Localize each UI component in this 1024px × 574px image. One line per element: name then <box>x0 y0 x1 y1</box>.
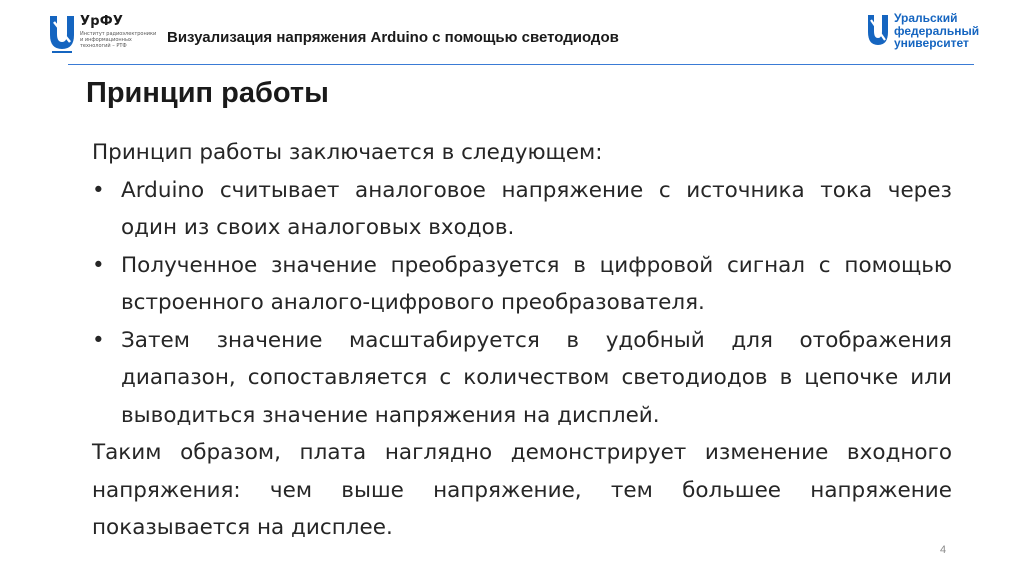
bullet-item-3 <box>92 322 952 435</box>
slide-header <box>0 0 1024 66</box>
bullet-glyph: • <box>92 327 105 353</box>
header-divider <box>68 64 974 65</box>
urfu-u-icon <box>866 12 890 50</box>
urfu-logo-icon <box>48 12 76 56</box>
bullet-glyph: • <box>92 252 105 278</box>
bullet-text: Затем значение масштабируется в удобный для отображения диапазон, сопоставляется с количеством светодиодов в цепочке или выводиться значение напряжения на дисплей. <box>121 327 952 428</box>
conclusion-paragraph: Таким образом, плата наглядно демонстрирует изменение входного напряжения: чем выше напряжение, тем большее напряжение показывается на дисплее. <box>92 440 952 540</box>
intro-paragraph: Принцип работы заключается в следующем: <box>92 140 603 165</box>
slide-title: Принцип работы <box>86 77 329 109</box>
bullet-item-2 <box>92 247 952 322</box>
slide-body <box>92 134 952 547</box>
university-name-line-3: университет <box>894 36 969 50</box>
bullet-glyph: • <box>92 177 105 203</box>
institute-name: Институт радиоэлектроники и информационных технологий – РТФ <box>80 31 157 49</box>
presentation-title: Визуализация напряжения Arduino с помощью светодиодов <box>167 29 619 46</box>
bullet-item-1 <box>92 172 952 247</box>
urfu-brand-text: УрФУ <box>80 14 124 29</box>
urfu-university-logo <box>866 12 986 58</box>
bullet-text: Arduino считывает аналоговое напряжение с источника тока через один из своих аналоговых входов. <box>121 177 952 240</box>
bullet-text: Полученное значение преобразуется в цифровой сигнал с помощью встроенного аналого-цифрового преобразователя. <box>121 252 952 315</box>
urfu-institute-logo <box>48 12 158 58</box>
bullet-list <box>92 172 952 435</box>
page-number: 4 <box>940 544 947 556</box>
university-name-line-2: федеральный <box>894 23 980 38</box>
university-name <box>894 12 979 50</box>
university-name-line-1: Уральский <box>894 11 958 25</box>
